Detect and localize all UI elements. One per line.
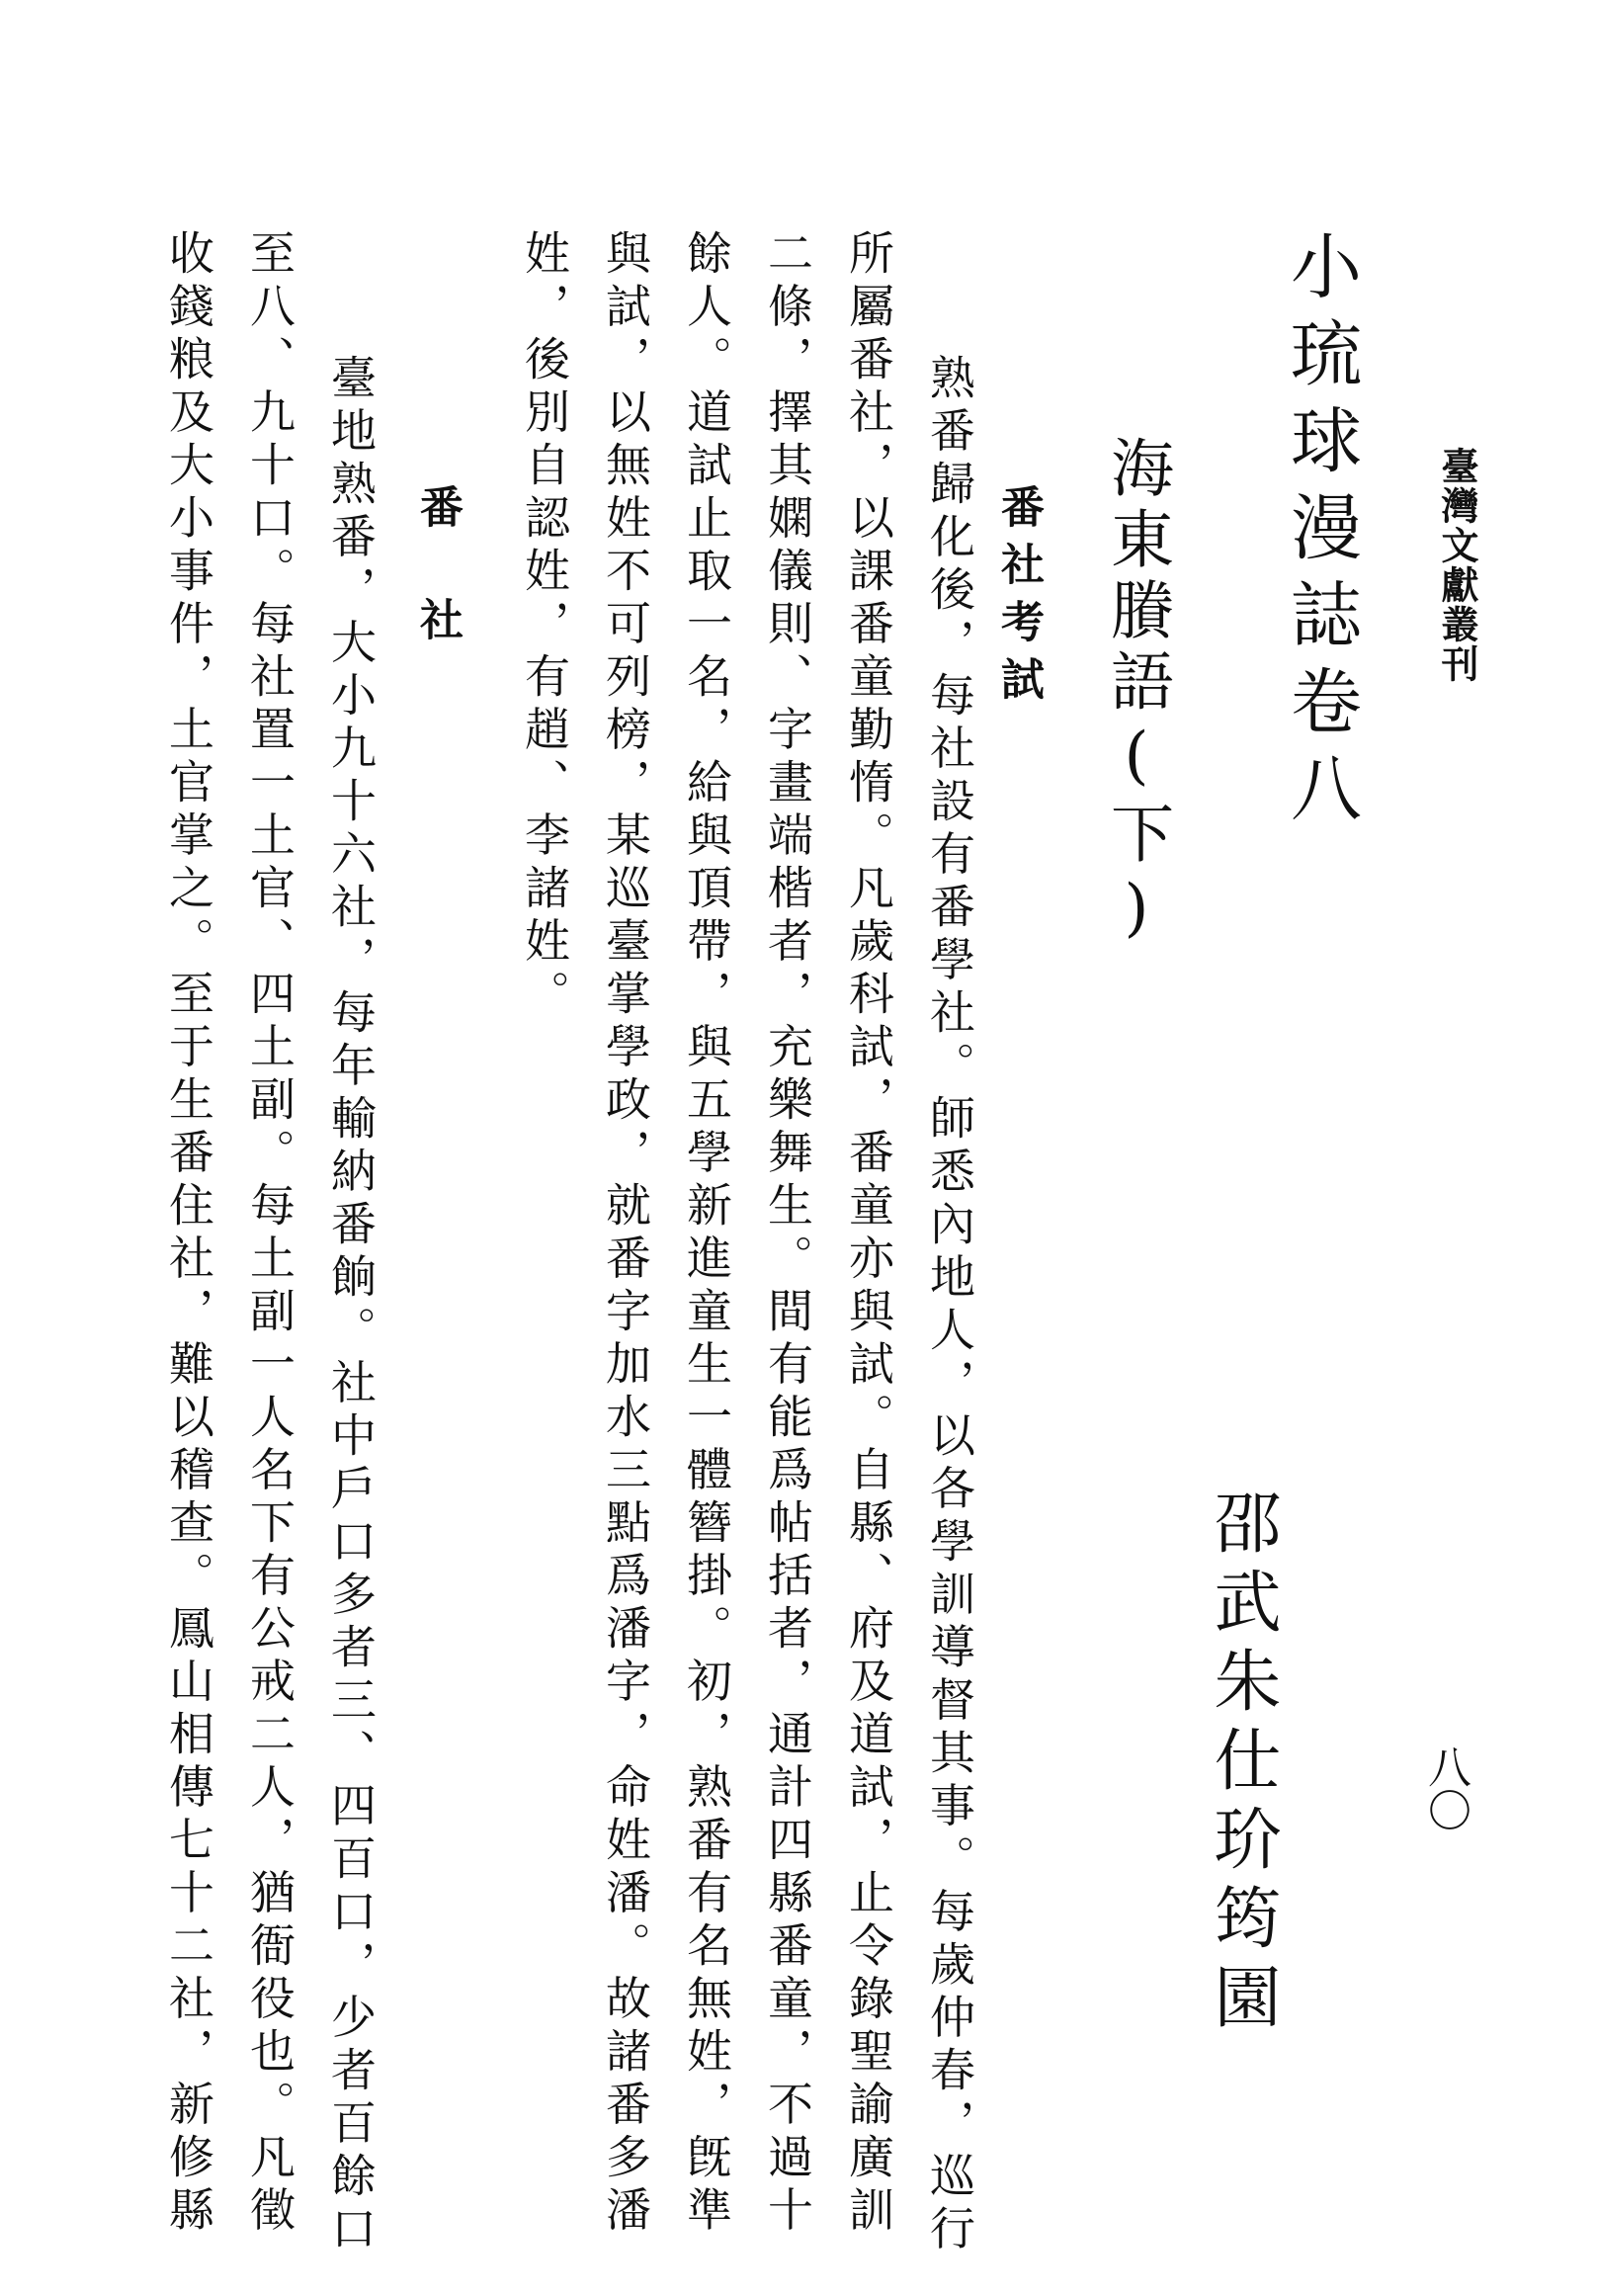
subsection-heading-fanshe-kaoshi: 番社考試 xyxy=(993,484,1044,714)
text-column: 與試，以無姓不可列榜，某巡臺掌學政，就番字加水三點爲潘字，命姓潘。故諸番多潘 xyxy=(599,229,652,2239)
series-header: 臺灣文獻叢刊 xyxy=(1435,447,1479,684)
subsection-heading-fanshe: 番社 xyxy=(412,484,462,710)
volume-title: 小琉球漫誌卷八 xyxy=(1279,229,1362,838)
text-column: 臺地熟番，大小九十六社，每年輸納番餉。社中戶口多者三、四百口，少者百餘口 xyxy=(324,354,378,2257)
text-column: 至八、九十口。每社置一土官、四土副。每土副一人名下有公戒二人，猶衙役也。凡徵 xyxy=(243,229,296,2239)
text-column: 收錢粮及大小事件，土官掌之。至于生番住社，難以稽查。鳳山相傳七十二社，新修縣 xyxy=(162,229,215,2239)
text-column: 熟番歸化後，每社設有番學社。師悉內地人，以各學訓導督其事。每歲仲春，巡行 xyxy=(923,354,976,2257)
text-column: 餘人。道試止取一名，給與頂帶，與五學新進童生一體簪掛。初，熟番有名無姓，旣準 xyxy=(680,229,733,2239)
section-title: 海東賸語(下) xyxy=(1100,435,1173,953)
text-column: 姓，後別自認姓，有趙、李諸姓。 xyxy=(518,229,571,1023)
author-line: 邵武朱仕玠筠園 xyxy=(1203,1488,1281,2041)
text-column: 二條，擇其嫻儀則、字畫端楷者，充樂舞生。間有能爲帖括者，通計四縣番童，不過十 xyxy=(761,229,814,2239)
page-number: 八〇 xyxy=(1420,1744,1471,1831)
text-column: 所屬番社，以課番童勤惰。凡歲科試，番童亦與試。自縣、府及道試，止令錄聖諭廣訓 xyxy=(842,229,895,2239)
